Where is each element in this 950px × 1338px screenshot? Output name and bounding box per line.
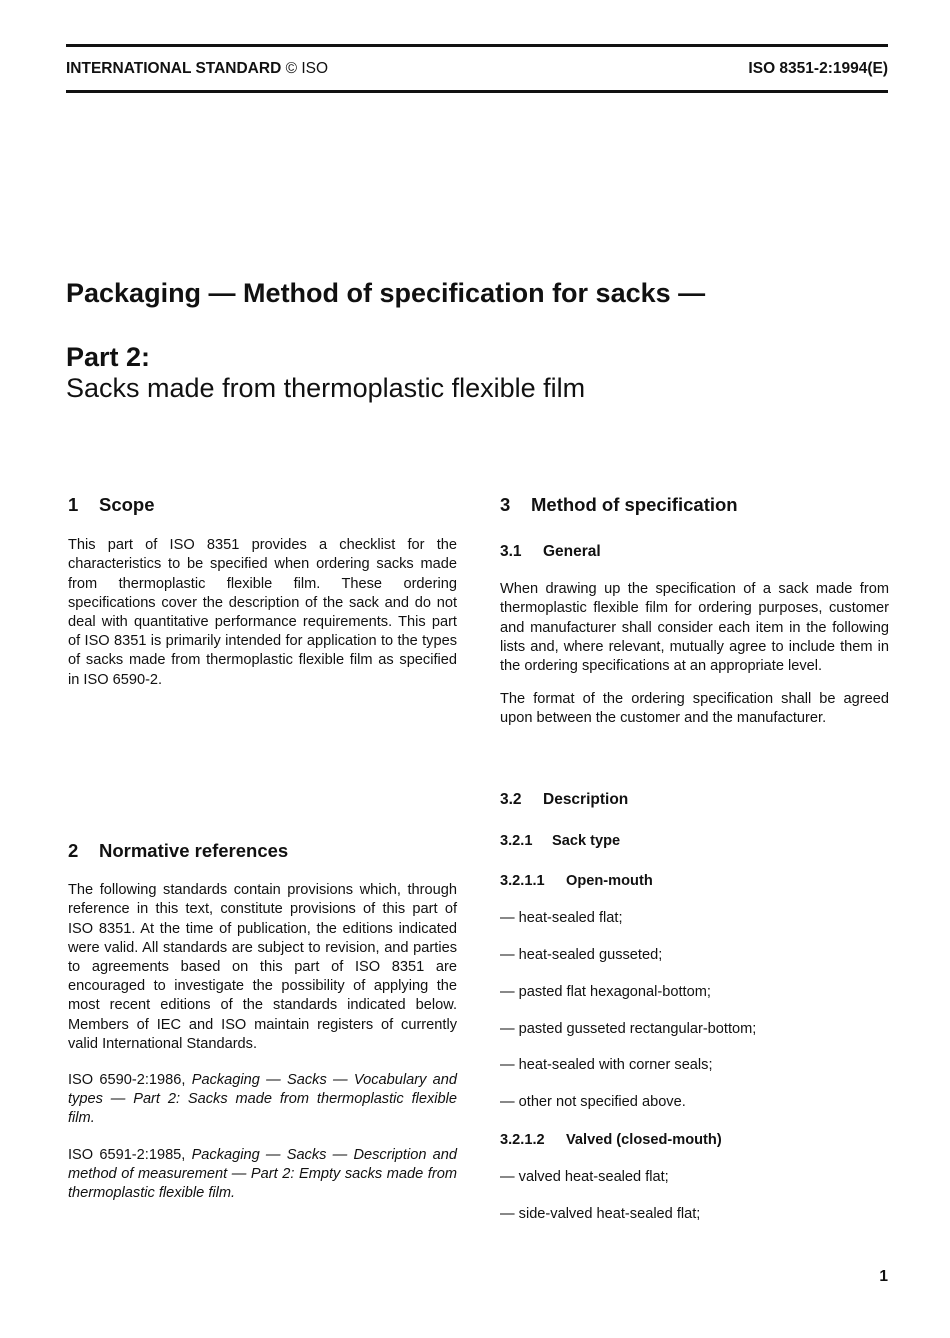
description-number: 3.2 <box>500 791 522 808</box>
reference-title: Packaging — Sacks — Vocabulary and types — Part 2: Sacks made from thermoplastic flexible film. <box>68 1072 457 1127</box>
header-copyright: © ISO <box>285 60 329 77</box>
section-normative-references <box>68 841 457 1203</box>
header-document-id: ISO 8351-2:1994(E) <box>748 60 888 77</box>
general-heading <box>500 542 889 561</box>
list-item: — heat-sealed gusseted; <box>500 947 663 963</box>
list-item: — valved heat-sealed flat; <box>500 1169 669 1185</box>
list-item: — other not specified above. <box>500 1094 686 1110</box>
document-subtitle: Sacks made from thermoplastic flexible film <box>66 373 586 403</box>
normative-number: 2 <box>68 840 79 861</box>
part-label: Part 2: <box>66 342 151 372</box>
subsection-general <box>500 542 889 729</box>
valved-number: 3.2.1.2 <box>500 1132 545 1148</box>
scope-number: 1 <box>68 494 79 515</box>
scope-heading-text: Scope <box>99 494 155 515</box>
sack-type-heading-text: Sack type <box>552 833 621 849</box>
document-title: Packaging — Method of specification for sacks — <box>66 278 706 308</box>
description-heading-text: Description <box>543 791 629 808</box>
page-number: 1 <box>879 1268 888 1285</box>
valved-heading-text: Valved (closed-mouth) <box>566 1132 722 1148</box>
general-paragraph-1: When drawing up the specification of a sack made from thermoplastic flexible film for ordering purposes, customer and manufacturer shall consider each item in the following lists and, where relevant, mutually agree to include them in the ordering specifications at an appropriate level. <box>500 581 889 675</box>
valved-heading <box>500 1132 722 1148</box>
description-heading <box>500 791 628 809</box>
general-number: 3.1 <box>500 543 522 560</box>
reference-code: ISO 6590-2:1986, <box>68 1072 186 1089</box>
section-scope <box>68 495 457 690</box>
list-item: — side-valved heat-sealed flat; <box>500 1206 701 1222</box>
open-mouth-heading <box>500 873 653 889</box>
method-heading-text: Method of specification <box>531 494 738 515</box>
normative-paragraph: The following standards contain provisions which, through reference in this text, constitute provisions of this part of ISO 8351. At the time of publication, the editions indicated were valid. All standards are subject to revision, and parties to agreements based on this part of ISO 8351 are encouraged to investigate the possibility of applying the most recent editions of the standards indicated below. Members of IEC and ISO maintain registers of currently valid International Standards. <box>68 882 457 1052</box>
header-standard-label: INTERNATIONAL STANDARD <box>66 60 282 77</box>
header-bottom-rule <box>66 90 888 93</box>
method-heading <box>500 495 889 514</box>
reference-item <box>68 1146 457 1204</box>
list-item: — heat-sealed with corner seals; <box>500 1057 713 1073</box>
list-item: — pasted gusseted rectangular-bottom; <box>500 1021 757 1037</box>
list-item: — pasted flat hexagonal-bottom; <box>500 984 711 1000</box>
normative-heading-text: Normative references <box>99 840 289 861</box>
header-top-rule <box>66 44 888 47</box>
scope-heading <box>68 495 457 514</box>
general-heading-text: General <box>543 543 601 560</box>
section-method <box>500 495 889 514</box>
open-mouth-heading-text: Open-mouth <box>566 873 653 889</box>
list-item: — heat-sealed flat; <box>500 910 623 926</box>
sack-type-number: 3.2.1 <box>500 833 533 849</box>
normative-heading <box>68 841 457 860</box>
reference-item <box>68 1071 457 1129</box>
general-paragraph-2: The format of the ordering specification shall be agreed upon between the customer and the manufacturer. <box>500 691 889 727</box>
header-left <box>66 60 328 78</box>
reference-code: ISO 6591-2:1985, <box>68 1146 186 1163</box>
open-mouth-number: 3.2.1.1 <box>500 873 545 889</box>
method-number: 3 <box>500 494 511 515</box>
sack-type-heading <box>500 833 620 849</box>
scope-paragraph: This part of ISO 8351 provides a checklist for the characteristics to be specified when ordering sacks made from thermoplastic flexible film. These ordering specifications cover the description of the sack and do not deal with quantitative performance requirements. This part of ISO 8351 is primarily intended for application to the types of sacks made from thermoplastic flexible film as specified in ISO 6590-2. <box>68 537 457 688</box>
reference-title: Packaging — Sacks — Description and method of measurement — Part 2: Empty sacks made from thermoplastic flexible film. <box>68 1146 457 1202</box>
